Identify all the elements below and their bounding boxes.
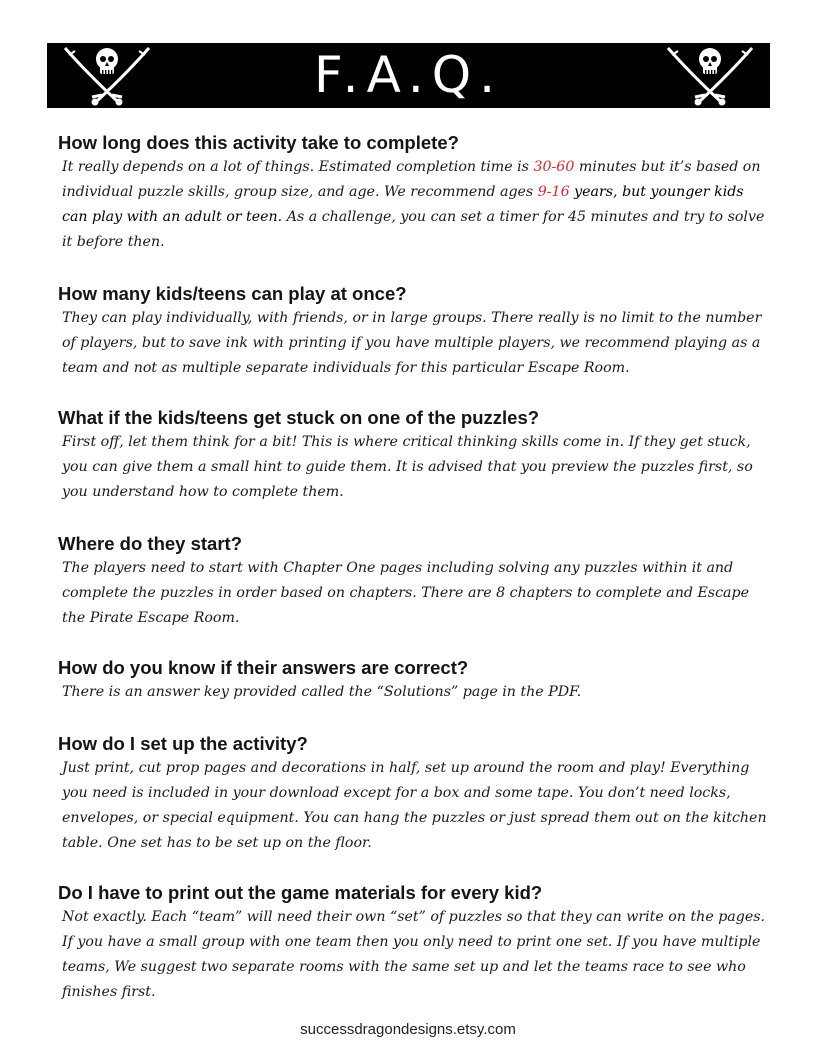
answer-text: As a challenge, you can set a timer for 45 minutes and try to solve it before then.	[62, 209, 765, 250]
faq-item-setup	[58, 732, 770, 856]
faq-question: Where do they start?	[58, 533, 242, 554]
answer-text-emphasis: but younger kids can play with an adult or teen.	[62, 184, 744, 225]
highlight-ages: 9-16	[537, 184, 570, 200]
skull-crossed-swords-icon	[660, 43, 760, 108]
footer-url: successdragondesigns.etsy.com	[300, 1021, 516, 1038]
faq-answer	[58, 155, 770, 255]
faq-item-printing	[58, 881, 770, 1005]
faq-item-start	[58, 532, 770, 631]
answer-text: It really depends on a lot of things. Estimated completion time is	[62, 159, 534, 175]
answer-text: years,	[569, 184, 623, 200]
highlight-duration: 30-60	[533, 159, 575, 175]
faq-question: What if the kids/teens get stuck on one of the puzzles?	[58, 407, 540, 428]
faq-question: How long does this activity take to complete?	[58, 132, 459, 153]
answer-text: minutes but it’s based on individual puzzle skills, group size, and age. We recommend ages	[62, 159, 761, 200]
faq-banner	[47, 43, 770, 108]
faq-question: How many kids/teens can play at once?	[58, 283, 407, 304]
faq-answer: They can play individually, with friends, or in large groups. There really is no limit to the number of players, but to save ink with printing if you have multiple players, we recommend playing as a team and not as multiple separate individuals for this particular Escape Room.	[62, 310, 762, 376]
faq-answer: The players need to start with Chapter One pages including solving any puzzles within it and complete the puzzles in order based on chapters. There are 8 chapters to complete and Escape the Pirate Escape Room.	[62, 560, 749, 626]
faq-item-duration	[58, 131, 770, 255]
faq-question: Do I have to print out the game materials for every kid?	[58, 882, 543, 903]
faq-question: How do you know if their answers are correct?	[58, 657, 469, 678]
faq-question: How do I set up the activity?	[58, 733, 308, 754]
faq-item-answers	[58, 656, 770, 705]
faq-item-players	[58, 282, 770, 381]
faq-answer: Just print, cut prop pages and decorations in half, set up around the room and play! Everything you need is included in your download except for a box and some tape. You don’t need locks, envelopes, or special equipment. You can hang the puzzles or just spread them out on the kitchen table. One set has to be set up on the floor.	[62, 760, 767, 851]
faq-item-stuck	[58, 406, 770, 505]
faq-answer: There is an answer key provided called the “Solutions” page in the PDF.	[62, 684, 582, 700]
faq-answer: First off, let them think for a bit! This is where critical thinking skills come in. If they get stuck, you can give them a small hint to guide them. It is advised that you preview the puzzles first, so you understand how to complete them.	[62, 434, 753, 500]
page-title: F.A.Q.	[313, 46, 504, 104]
faq-answer: Not exactly. Each “team” will need their own “set” of puzzles so that they can write on the pages. If you have a small group with one team then you only need to print one set. If you have multiple teams, We suggest two separate rooms with the same set up and let the teams race to see who finishes first.	[62, 909, 766, 1000]
